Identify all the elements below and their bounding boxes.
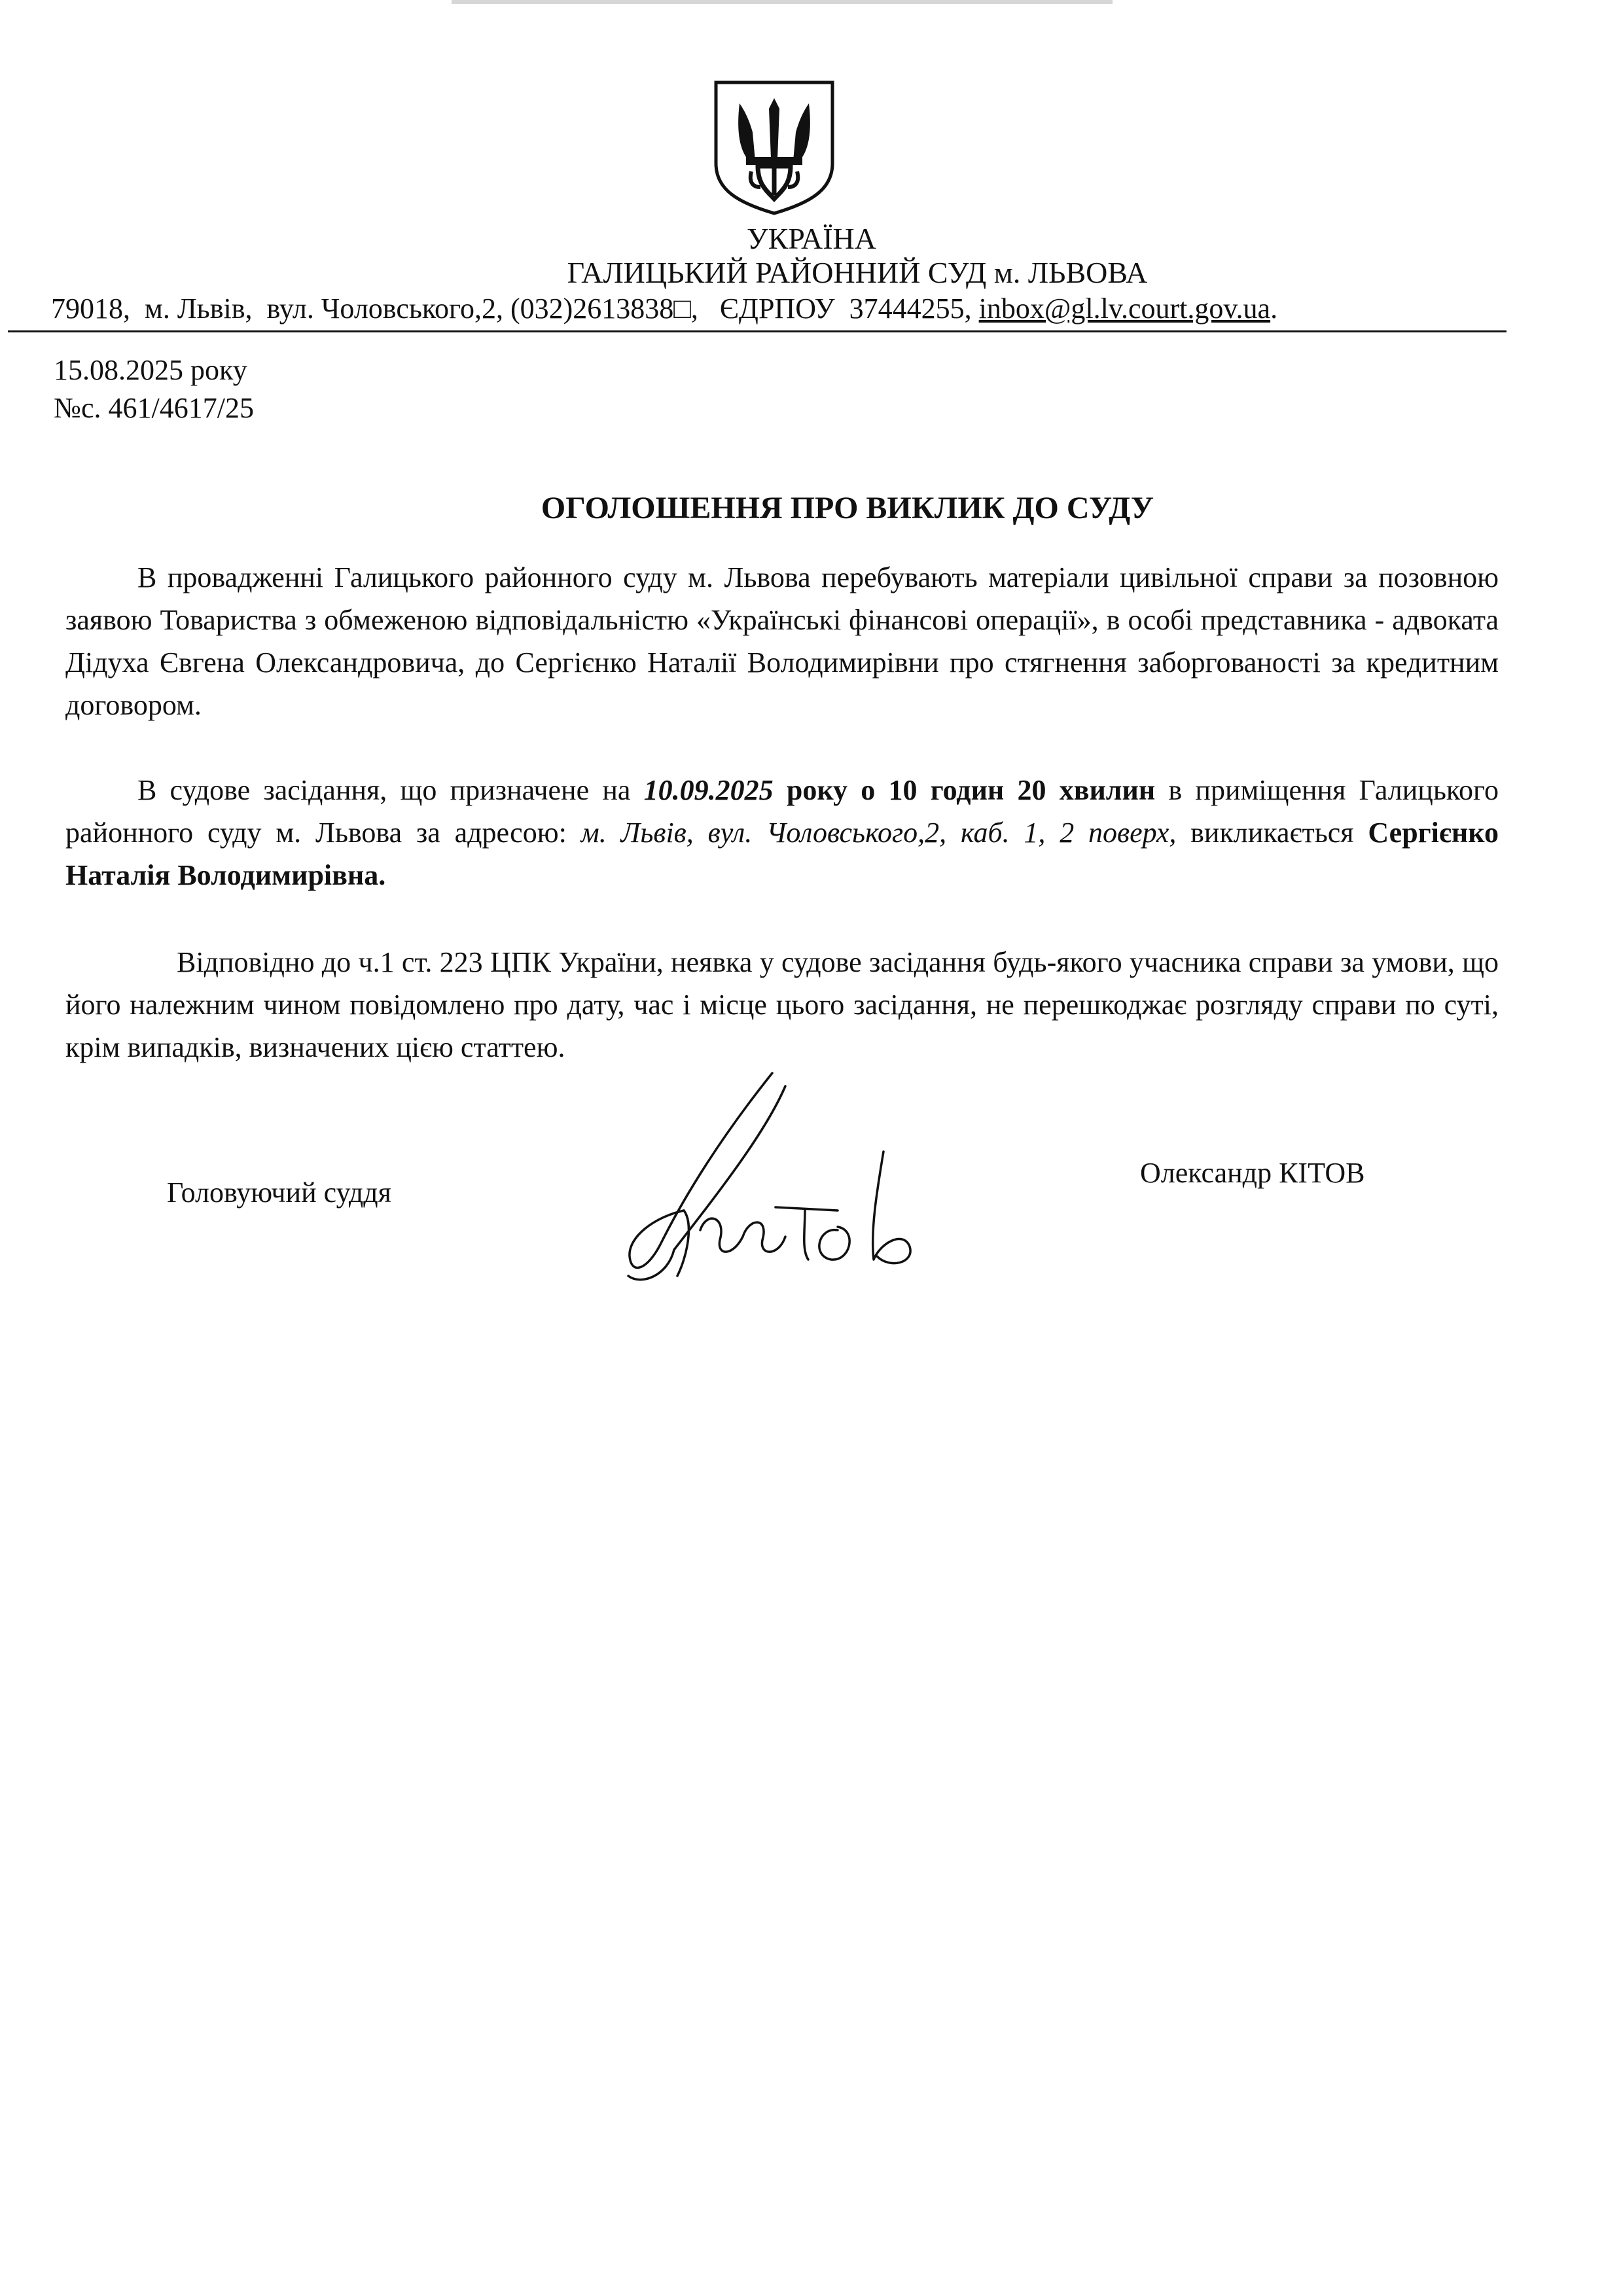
case-number: №с. 461/4617/25: [54, 392, 254, 424]
header-divider: [8, 330, 1507, 332]
paragraph-hearing: [65, 769, 1499, 896]
judge-role: Головуючий суддя: [167, 1176, 391, 1209]
scan-edge: [452, 0, 1113, 4]
document-title: ОГОЛОШЕННЯ ПРО ВИКЛИК ДО СУДУ: [541, 491, 1154, 525]
paragraph-legal-basis: [65, 941, 1499, 1069]
court-address-end: .: [1270, 292, 1278, 325]
paragraph-legal-basis-text: Відповідно до ч.1 ст. 223 ЦПК України, неявка у судове засідання будь-якого учасника справи за умови, що його належним чином повідомлено про дату, час і місце цього засідання, не перешкоджає розгляду справи по суті, крім випадків, визначених цією статтею.: [65, 946, 1499, 1063]
hearing-text-2: в приміщення Галицького районного суду м. Львова за адресою:: [65, 774, 1499, 849]
hearing-time: року о 10 годин 20 хвилин: [773, 774, 1156, 806]
hearing-text-3: викликається: [1176, 817, 1368, 849]
paragraph-proceedings: [65, 556, 1499, 726]
trident-emblem-icon: [712, 80, 836, 216]
country-heading: УКРАЇНА: [747, 222, 876, 255]
court-contacts: [51, 292, 1277, 326]
hearing-date: 10.09.2025: [643, 774, 774, 806]
court-name: ГАЛИЦЬКИЙ РАЙОННИЙ СУД м. ЛЬВОВА: [567, 256, 1148, 289]
hearing-address: м. Львів, вул. Чоловського,2, каб. 1, 2 поверх,: [580, 817, 1177, 849]
paragraph-proceedings-text: В провадженні Галицького районного суду м. Львова перебувають матеріали цивільної справи за позовною заявою Товариства з обмеженою відповідальністю «Українські фінансові операції», в особі представника - адвоката Дідуха Євгена Олександровича, до Сергієнко Наталії Володимирівни про стягнення заборгованості за кредитним договором.: [65, 561, 1499, 721]
judge-name: Олександр КІТОВ: [1140, 1157, 1365, 1189]
court-address: 79018, м. Львів, вул. Чоловського,2, (032)2613838□, ЄДРПОУ 37444255,: [51, 292, 979, 325]
hearing-text-1: В судове засідання, що призначене на: [137, 774, 644, 806]
document-date: 15.08.2025 року: [54, 354, 247, 386]
summoned-person: Сергієнко Наталія Володимирівна.: [65, 817, 1499, 891]
handwritten-signature: [622, 1060, 962, 1289]
court-email-link[interactable]: inbox@gl.lv.court.gov.ua: [978, 292, 1271, 325]
